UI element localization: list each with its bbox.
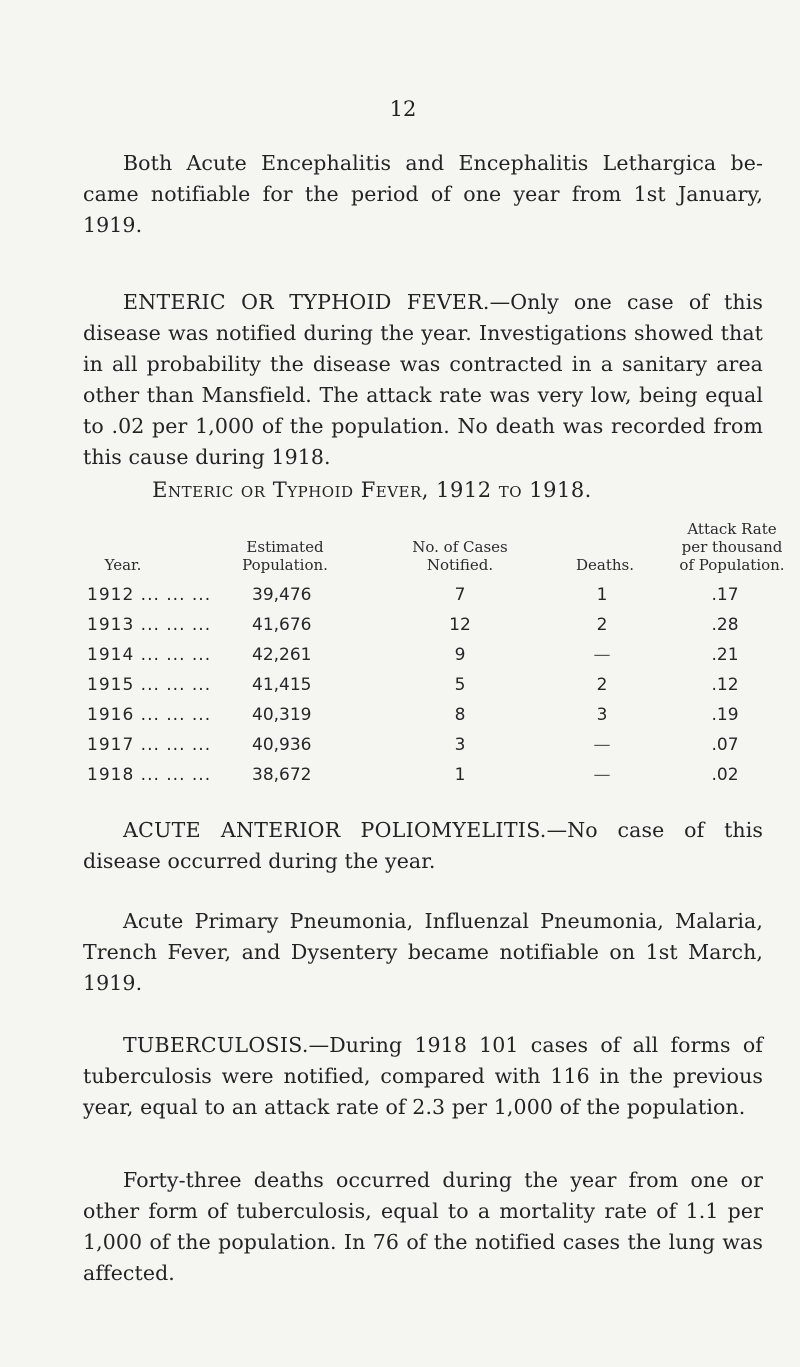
cell-cases: 5 — [454, 675, 466, 695]
cell-cases: 7 — [454, 585, 466, 605]
enteric-body: —Only one case of this disease was notified during the year. Investigations showed that in all probability the disease was contracted in a sanitary area other than Mansfield. The attack rate was very low, being equal to .02 per 1,000 of the population. No death was recorded from this cause during 1918. — [83, 290, 763, 469]
cell-rate: .12 — [711, 675, 739, 695]
cell-deaths: — — [593, 645, 611, 665]
paragraph-tb-deaths — [83, 1165, 763, 1289]
table-row — [0, 705, 800, 735]
cell-rate: .17 — [711, 585, 739, 605]
cell-cases: 9 — [454, 645, 466, 665]
pneumonia-text: Acute Primary Pneumonia, Influenzal Pneumonia, Malaria, Trench Fever, and Dysentery became notifiable on 1st March, 1919. — [83, 909, 763, 995]
cell-year: 1914 ... ... ... — [87, 645, 212, 665]
cell-rate: .21 — [711, 645, 739, 665]
header-population-line2: Population. — [242, 556, 328, 574]
cell-year: 1915 ... ... ... — [87, 675, 212, 695]
polio-heading: ACUTE ANTERIOR POLIOMYELITIS. — [123, 818, 547, 842]
polio-body: —No case of this disease occurred during the year. — [83, 818, 763, 873]
cell-population: 41,676 — [252, 615, 312, 635]
cell-cases: 8 — [454, 705, 466, 725]
cell-population: 40,936 — [252, 735, 312, 755]
cell-deaths: — — [593, 735, 611, 755]
tb-deaths-text: Forty-three deaths occurred during the year from one or other form of tuberculosis, equal to a mortality rate of 1.1 per 1,000 of the population. In 76 of the notified cases the lung was affected. — [83, 1168, 763, 1285]
paragraph-polio — [83, 815, 763, 877]
header-cases-line1: No. of Cases — [412, 538, 508, 556]
encephalitis-text: Both Acute Encephalitis and Encephalitis Lethargica be-came notifiable for the period of one year from 1st January, 1919. — [83, 151, 763, 237]
cell-deaths: 3 — [596, 705, 608, 725]
paragraph-enteric — [83, 287, 763, 473]
table-row — [0, 765, 800, 795]
cell-year: 1918 ... ... ... — [87, 765, 212, 785]
paragraph-encephalitis — [83, 148, 763, 241]
tb-heading: TUBERCULOSIS. — [123, 1033, 309, 1057]
cell-population: 42,261 — [252, 645, 312, 665]
table-row — [0, 585, 800, 615]
table-row — [0, 675, 800, 705]
cell-year: 1913 ... ... ... — [87, 615, 212, 635]
cell-population: 40,319 — [252, 705, 312, 725]
header-rate-line1: Attack Rate — [687, 520, 777, 538]
cell-rate: .28 — [711, 615, 739, 635]
table-row — [0, 615, 800, 645]
table-row — [0, 735, 800, 765]
cell-cases: 12 — [449, 615, 471, 635]
enteric-heading: ENTERIC OR TYPHOID FEVER. — [123, 290, 490, 314]
cell-rate: .07 — [711, 735, 739, 755]
header-deaths: Deaths. — [575, 556, 634, 574]
cell-population: 41,415 — [252, 675, 312, 695]
cell-year: 1916 ... ... ... — [87, 705, 212, 725]
cell-cases: 3 — [454, 735, 466, 755]
cell-population: 38,672 — [252, 765, 312, 785]
table-row — [0, 645, 800, 675]
cell-cases: 1 — [454, 765, 466, 785]
header-year: Year. — [104, 556, 142, 574]
table-title-text: Enteric or Typhoid Fever, 1912 to 1918. — [152, 478, 592, 502]
tb-body: —During 1918 101 cases of all forms of tuberculosis were notified, compared with 116 in the previous year, equal to an attack rate of 2.3 per 1,000 of the population. — [83, 1033, 763, 1119]
page-number: 12 — [389, 97, 417, 121]
header-population-line1: Estimated — [246, 538, 324, 556]
header-rate-line2: per thousand — [681, 538, 783, 556]
cell-rate: .19 — [711, 705, 739, 725]
cell-population: 39,476 — [252, 585, 312, 605]
cell-rate: .02 — [711, 765, 739, 785]
header-cases-line2: Notified. — [426, 556, 494, 574]
header-rate-line3: of Population. — [679, 556, 785, 574]
cell-deaths: 1 — [596, 585, 608, 605]
cell-deaths: 2 — [596, 675, 608, 695]
cell-deaths: — — [593, 765, 611, 785]
table-title — [0, 478, 800, 502]
cell-year: 1912 ... ... ... — [87, 585, 212, 605]
paragraph-pneumonia — [83, 906, 763, 999]
cell-year: 1917 ... ... ... — [87, 735, 212, 755]
cell-deaths: 2 — [596, 615, 608, 635]
paragraph-tuberculosis — [83, 1030, 763, 1123]
